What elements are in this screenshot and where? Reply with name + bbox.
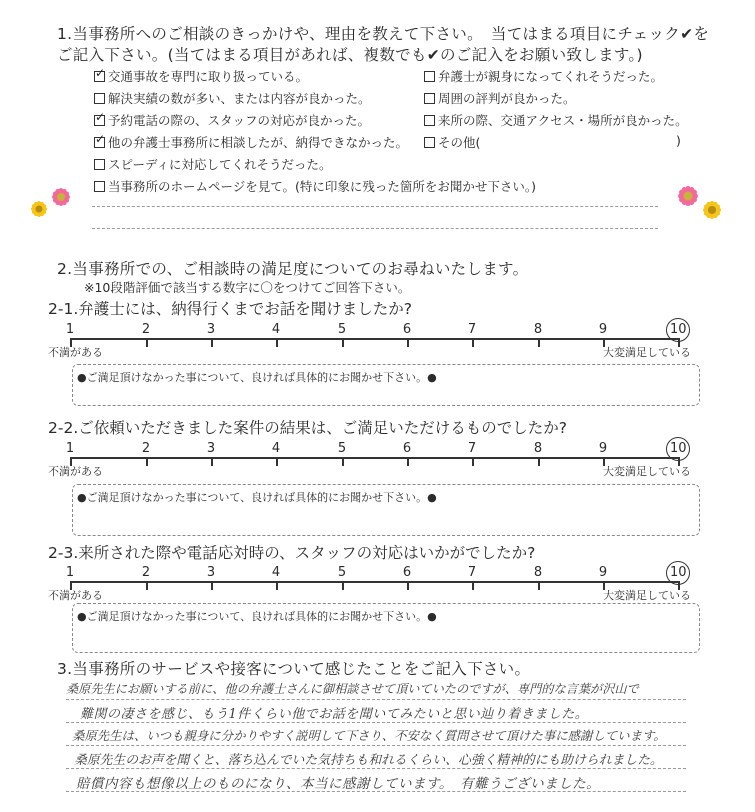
scale-tick [342,338,344,347]
scale-number[interactable]: 8 [533,441,543,456]
q1-title-line2: ご記入下さい。(当てはまる項目があれば、複数でも✔のご記入をお願い致します。) [57,46,643,64]
answer-line[interactable] [66,699,686,700]
flower-icon [670,178,730,232]
flower-icon [24,180,80,230]
scale-tick [146,338,148,347]
scale-tick [342,581,344,590]
answer-line[interactable] [66,722,686,723]
scale-tick [146,457,148,466]
q1-option-label: 他の弁護士事務所に相談したが、納得できなかった。 [108,135,409,150]
scale-tick [146,581,148,590]
scale-tick [407,581,409,590]
scale-tick [276,338,278,347]
selected-rating-circle [666,561,690,585]
q3-title: 3.当事務所のサービスや接客について感じたことをご記入下さい。 [57,660,531,678]
q1-option-phone-staff[interactable] [94,111,370,129]
scale-number[interactable]: 4 [271,322,281,337]
q1-option-reputation[interactable] [424,89,576,107]
scale-number[interactable]: 2 [141,565,151,580]
scale-number[interactable]: 1 [65,441,75,456]
scale-high-label: 大変満足している [603,465,691,478]
answer-line[interactable] [66,768,686,769]
scale-tick [211,581,213,590]
scale-number[interactable]: 6 [402,322,412,337]
q1-option-speedy[interactable] [94,155,332,173]
q2-title: 2.当事務所での、ご相談時の満足度についてのお尋ねいたします。 [57,260,529,278]
q1-option-caring[interactable] [424,67,663,85]
scale-number[interactable]: 8 [533,322,543,337]
q1-option-label: 来所の際、交通アクセス・場所が良かった。 [438,113,688,128]
scale-line [70,581,678,583]
q1-option-label: 弁護士が親身になってくれそうだった。 [438,69,664,84]
scale-number[interactable]: 9 [598,441,608,456]
q1-other-close-paren: ) [676,133,681,148]
answer-line[interactable] [92,228,658,229]
scale-number[interactable]: 7 [467,441,477,456]
checkbox-checked-icon[interactable] [94,115,105,126]
checkbox-icon[interactable] [94,93,105,104]
answer-line[interactable] [92,206,658,207]
scale-tick [211,338,213,347]
scale-tick [538,338,540,347]
scale-tick [538,581,540,590]
scale-number[interactable]: 4 [271,441,281,456]
q2-1-title: 2-1.弁護士には、納得行くまでお話を聞けましたか? [48,300,412,318]
scale-number[interactable]: 1 [65,565,75,580]
q1-option-other-office[interactable] [94,133,408,151]
checkbox-checked-icon[interactable] [94,71,105,82]
scale-number[interactable]: 9 [598,322,608,337]
scale-tick [276,581,278,590]
scale-line [70,457,678,459]
answer-line[interactable] [66,745,686,746]
comment-box[interactable] [72,603,700,653]
handwritten-line: 桑原先生にお願いする前に、他の弁護士さんに御相談させて頂いていたのですが、専門的な言葉が沢山で [66,682,639,696]
comment-prompt: ●ご満足頂けなかった事について、良ければ具体的にお聞かせ下さい。● [77,491,437,504]
q1-option-specialty[interactable] [94,67,308,85]
scale-low-label: 不満がある [48,465,103,478]
scale-number[interactable]: 10 [670,441,687,456]
handwritten-line: 賠償内容も想像以上のものになり、本当に感謝しています。 有難うございました。 [76,776,601,792]
handwritten-line: 桑原先生は、いつも親身に分かりやすく説明して下さり、不安なく質問させて頂けた事に感謝しています。 [72,728,666,743]
scale-line [70,338,678,340]
scale-tick [538,457,540,466]
q2-3-title: 2-3.来所された際や電話応対時の、スタッフの対応はいかがでしたか? [48,544,536,562]
checkbox-checked-icon[interactable] [94,137,105,148]
q1-option-access[interactable] [424,111,688,129]
scale-number[interactable]: 2 [141,441,151,456]
comment-prompt: ●ご満足頂けなかった事について、良ければ具体的にお聞かせ下さい。● [77,371,437,384]
handwritten-line: 難関の凄さを感じ、もう1件くらい他でお話を聞いてみたいと思い辿り着きました。 [80,707,589,722]
q1-option-homepage[interactable] [94,177,536,195]
scale-tick [211,457,213,466]
scale-number[interactable]: 5 [337,322,347,337]
q1-option-label: スピーディに対応してくれそうだった。 [108,157,332,172]
scale-number[interactable]: 10 [670,565,687,580]
scale-tick [342,457,344,466]
scale-number[interactable]: 5 [337,565,347,580]
q1-option-label: 当事務所のホームページを見て。(特に印象に残った箇所をお聞かせ下さい。) [108,179,537,194]
handwritten-line: 桑原先生のお声を聞くと、落ち込んでいた気持ちも和れるくらい、心強く精神的にも助けられました。 [74,753,663,768]
q1-option-track-record[interactable] [94,89,371,107]
scale-number[interactable]: 2 [141,322,151,337]
scale-number[interactable]: 6 [402,565,412,580]
checkbox-icon[interactable] [94,159,105,170]
selected-rating-circle [666,318,690,342]
scale-tick [472,457,474,466]
scale-number[interactable]: 7 [467,565,477,580]
scale-tick [407,338,409,347]
scale-number[interactable]: 3 [206,441,216,456]
scale-number[interactable]: 3 [206,565,216,580]
scale-low-label: 不満がある [48,346,103,359]
scale-number[interactable]: 5 [337,441,347,456]
comment-box[interactable] [72,364,700,406]
scale-tick [472,338,474,347]
q1-option-label: その他( [438,135,481,150]
scale-number[interactable]: 6 [402,441,412,456]
checkbox-icon[interactable] [424,93,435,104]
scale-number[interactable]: 4 [271,565,281,580]
scale-low-label: 不満がある [48,589,103,602]
q1-option-label: 交通事故を専門に取り扱っている。 [108,69,309,84]
q1-option-label: 予約電話の際の、スタッフの対応が良かった。 [108,113,371,128]
scale-number[interactable]: 9 [598,565,608,580]
checkbox-icon[interactable] [424,115,435,126]
checkbox-icon[interactable] [424,137,435,148]
scale-tick [276,457,278,466]
comment-box[interactable] [72,484,700,536]
comment-prompt: ●ご満足頂けなかった事について、良ければ具体的にお聞かせ下さい。● [77,610,437,623]
scale-high-label: 大変満足している [603,346,691,359]
scale-number[interactable]: 7 [467,322,477,337]
q1-option-other[interactable] [424,133,480,151]
q1-option-label: 解決実績の数が多い、または内容が良かった。 [108,91,371,106]
q2-note: ※10段階評価で該当する数字に〇をつけてご回答下さい。 [84,280,411,295]
selected-rating-circle [666,437,690,461]
scale-number[interactable]: 1 [65,322,75,337]
scale-number[interactable]: 3 [206,322,216,337]
scale-number[interactable]: 8 [533,565,543,580]
scale-high-label: 大変満足している [603,589,691,602]
q2-2-title: 2-2.ご依頼いただきました案件の結果は、ご満足いただけるものでしたか? [48,419,567,437]
q1-option-label: 周囲の評判が良かった。 [438,91,576,106]
checkbox-icon[interactable] [94,181,105,192]
scale-tick [472,581,474,590]
q1-title-line1: 1.当事務所へのご相談のきっかけや、理由を教えて下さい。 当てはまる項目にチェック✔を [57,25,710,43]
scale-tick [407,457,409,466]
checkbox-icon[interactable] [424,71,435,82]
scale-number[interactable]: 10 [670,322,687,337]
